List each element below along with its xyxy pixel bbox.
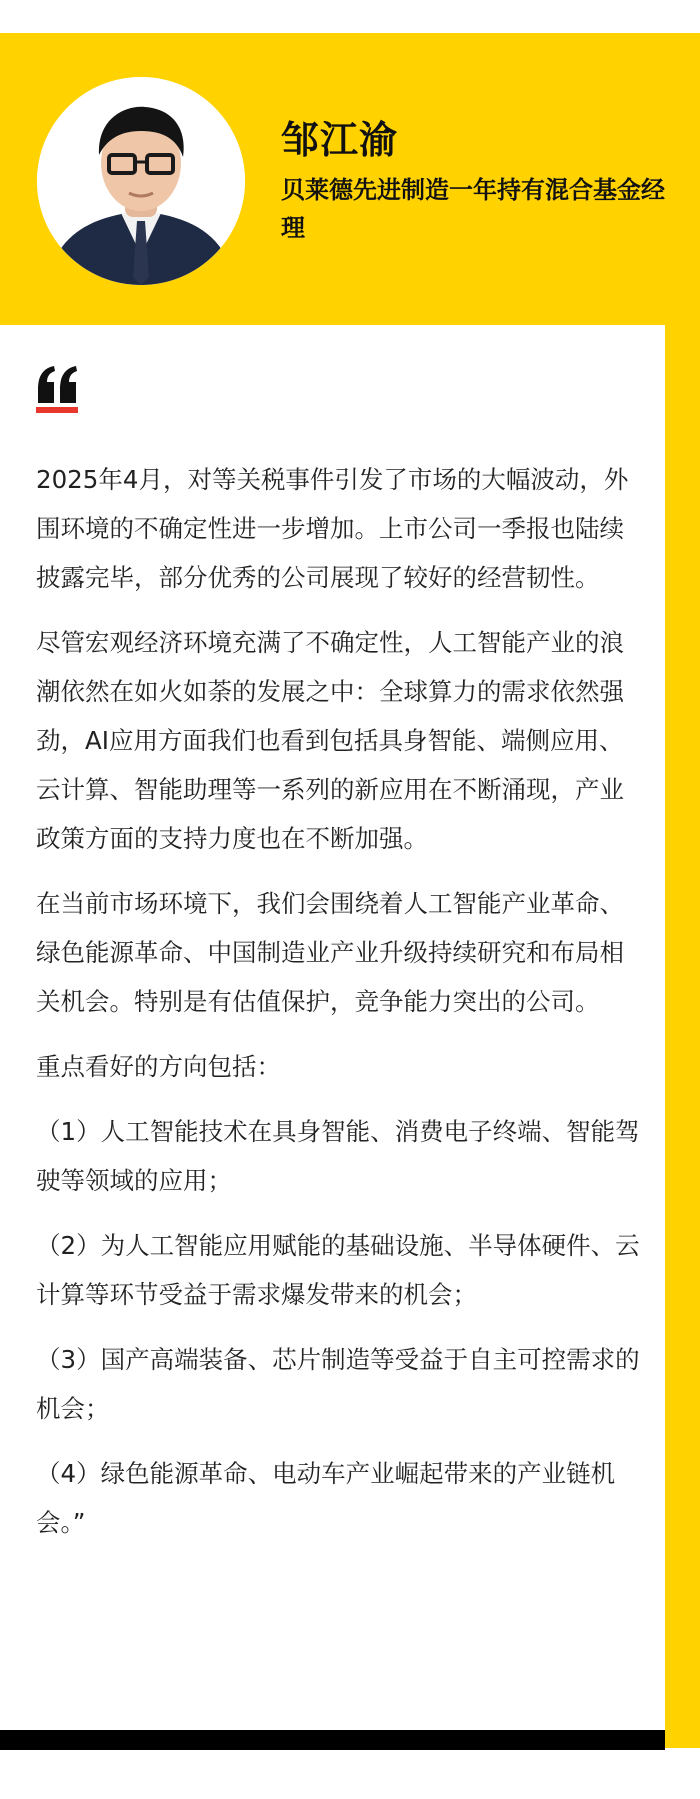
list-item: （1）人工智能技术在具身智能、消费电子终端、智能驾驶等领域的应用； (36, 1117, 640, 1195)
person-name: 邹江渝 (281, 118, 399, 162)
portrait-photo (37, 77, 245, 285)
quote-accent-underline (36, 407, 78, 413)
paragraph: 尽管宏观经济环境充满了不确定性，人工智能产业的浪潮依然在如火如荼的发展之中：全球算力的需求依然强劲，AI应用方面我们也看到包括具身智能、端侧应用、云计算、智能助理等一系列的新应用在不断涌现，产业政策方面的支持力度也在不断加强。 (36, 628, 624, 853)
quote-card (0, 325, 665, 1730)
person-role: 贝莱德先进制造一年持有混合基金经理 (281, 176, 665, 242)
list-item: （3）国产高端装备、芯片制造等受益于自主可控需求的机会； (36, 1345, 640, 1423)
paragraph: 2025年4月，对等关税事件引发了市场的大幅波动，外围环境的不确定性进一步增加。上市公司一季报也陆续披露完毕，部分优秀的公司展现了较好的经营韧性。 (36, 465, 629, 592)
quote-icon (36, 365, 78, 403)
list-item: （2）为人工智能应用赋能的基础设施、半导体硬件、云计算等环节受益于需求爆发带来的机会； (36, 1231, 640, 1309)
avatar (37, 77, 245, 285)
paragraph: 重点看好的方向包括： (36, 1052, 281, 1081)
paragraph: 在当前市场环境下，我们会围绕着人工智能产业革命、绿色能源革命、中国制造业产业升级持续研究和布局相关机会。特别是有估值保护，竞争能力突出的公司。 (36, 889, 624, 1016)
profile-header (0, 33, 700, 325)
quote-body (36, 455, 640, 1563)
bottom-black-bar (0, 1730, 665, 1750)
list-item: （4）绿色能源革命、电动车产业崛起带来的产业链机会。” (36, 1459, 616, 1537)
